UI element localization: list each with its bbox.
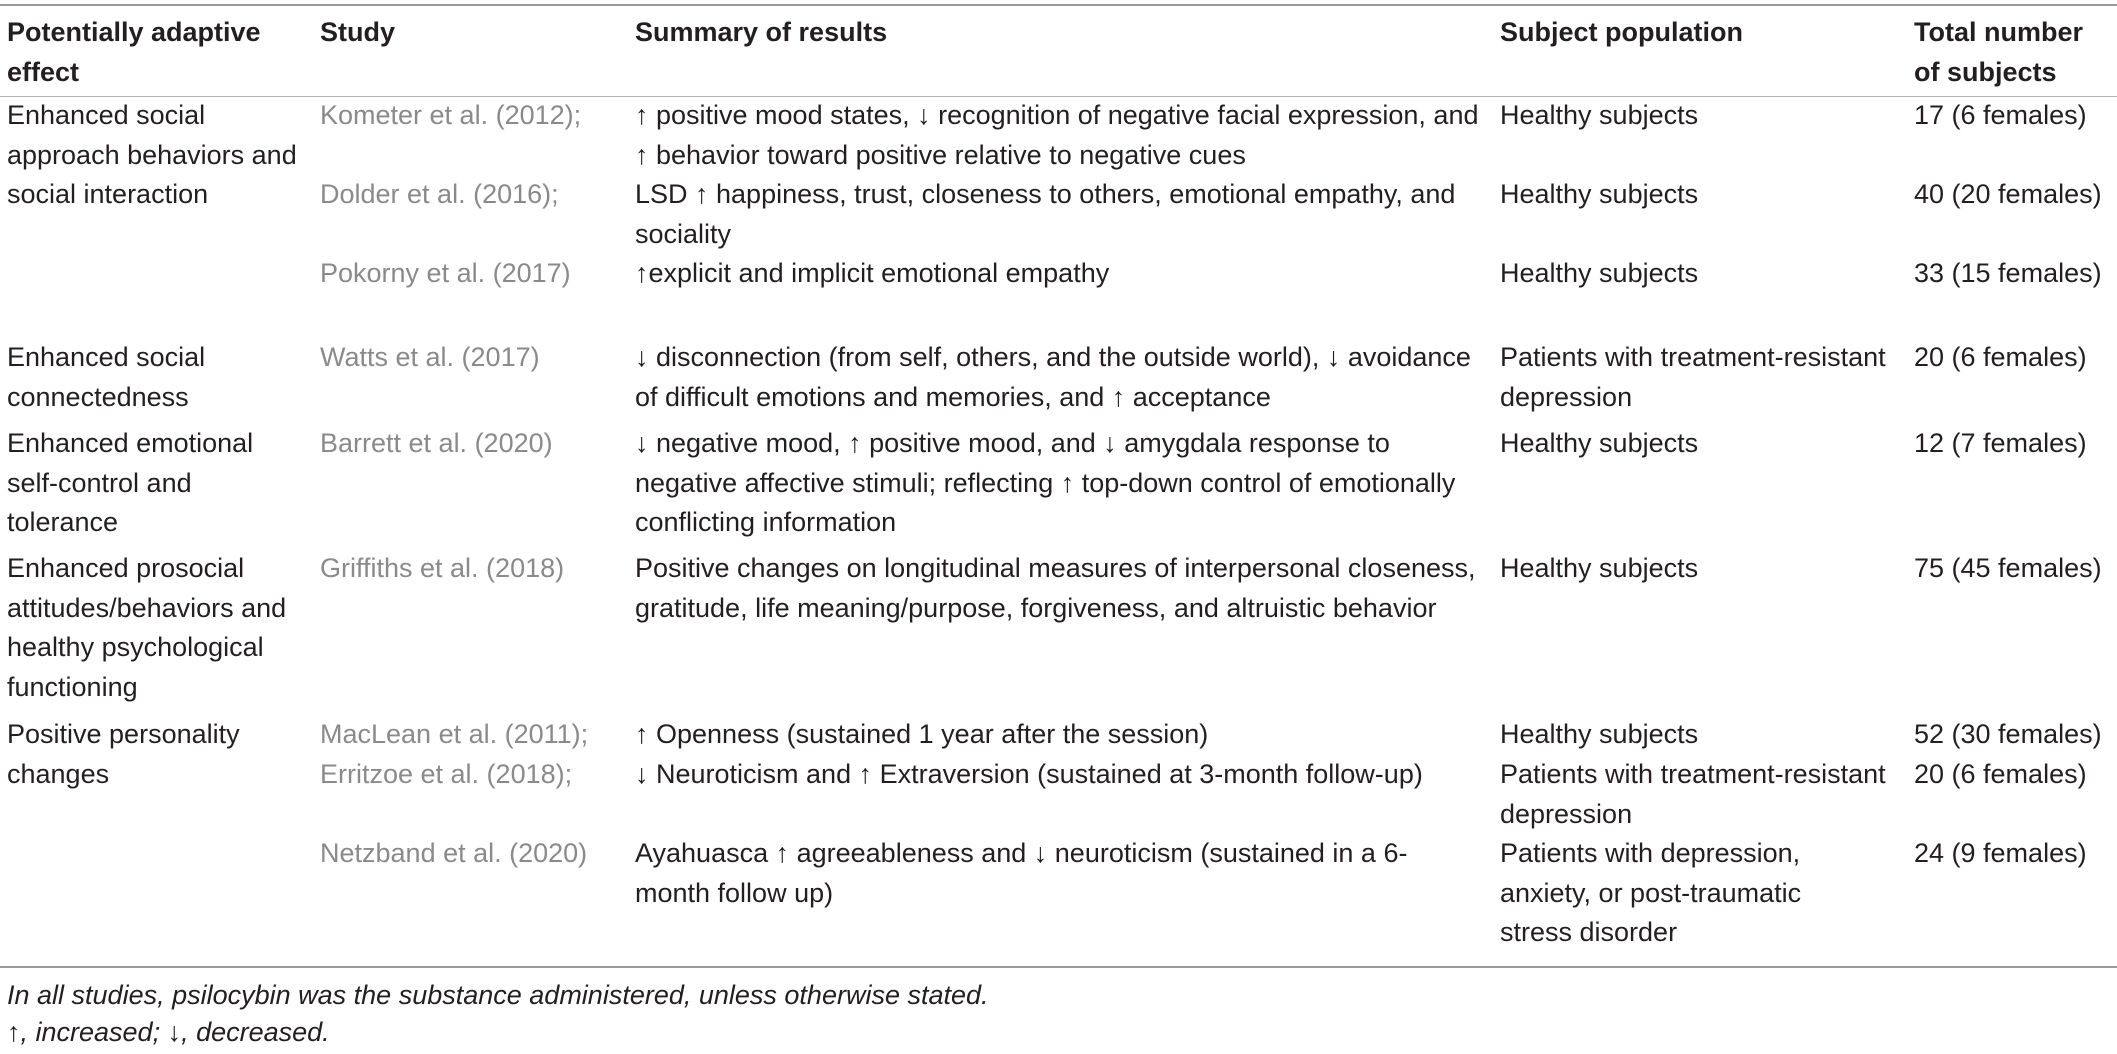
- study-cell[interactable]: Kometer et al. (2012);: [320, 100, 582, 130]
- population-cell: Healthy subjects: [1500, 428, 1699, 458]
- bottom-rule: [0, 966, 2117, 968]
- summary-cell: ↑explicit and implicit emotional empathy: [635, 258, 1110, 288]
- header-summary: Summary of results: [635, 17, 888, 47]
- summary-cell: ↑ Openness (sustained 1 year after the session): [635, 719, 1209, 749]
- study-cell[interactable]: Dolder et al. (2016);: [320, 179, 559, 209]
- total-cell: 24 (9 females): [1914, 838, 2087, 868]
- total-cell: 12 (7 females): [1914, 428, 2087, 458]
- effect-cell: Positive personality changes: [7, 719, 240, 789]
- footnote-symbols: ↑, increased; ↓, decreased.: [7, 1017, 330, 1047]
- summary-cell: ↓ negative mood, ↑ positive mood, and ↓ amygdala response to negative affective stimuli; reflecting ↑ top-down control of emotionally conflicting information: [635, 428, 1456, 537]
- summary-cell: ↑ positive mood states, ↓ recognition of negative facial expression, and ↑ behavior toward positive relative to negative cues: [635, 100, 1479, 170]
- effect-cell: Enhanced prosocial attitudes/behaviors and healthy psychological functioning: [7, 553, 287, 702]
- summary-cell: Positive changes on longitudinal measures of interpersonal closeness, gratitude, life meaning/purpose, forgiveness, and altruistic behavior: [635, 553, 1476, 623]
- header-study: Study: [320, 17, 396, 47]
- header-total: Total number of subjects: [1914, 17, 2084, 87]
- population-cell: Patients with treatment-resistant depression: [1500, 759, 1886, 829]
- total-cell: 33 (15 females): [1914, 258, 2102, 288]
- population-cell: Patients with treatment-resistant depression: [1500, 342, 1886, 412]
- header-population: Subject population: [1500, 17, 1743, 47]
- total-cell: 20 (6 females): [1914, 342, 2087, 372]
- total-cell: 52 (30 females): [1914, 719, 2102, 749]
- population-cell: Healthy subjects: [1500, 179, 1699, 209]
- top-rule: [0, 4, 2117, 6]
- population-cell: Healthy subjects: [1500, 100, 1699, 130]
- effect-cell: Enhanced emotional self-control and tolerance: [7, 428, 254, 537]
- study-cell[interactable]: Netzband et al. (2020): [320, 838, 588, 868]
- summary-cell: ↓ disconnection (from self, others, and the outside world), ↓ avoidance of difficult emotions and memories, and ↑ acceptance: [635, 342, 1471, 412]
- total-cell: 40 (20 females): [1914, 179, 2102, 209]
- effect-cell: Enhanced social approach behaviors and social interaction: [7, 100, 297, 209]
- population-cell: Patients with depression, anxiety, or post-traumatic stress disorder: [1500, 838, 1802, 947]
- total-cell: 20 (6 females): [1914, 759, 2087, 789]
- total-cell: 17 (6 females): [1914, 100, 2087, 130]
- summary-cell: Ayahuasca ↑ agreeableness and ↓ neuroticism (sustained in a 6-month follow up): [635, 838, 1408, 908]
- study-cell[interactable]: Pokorny et al. (2017): [320, 258, 571, 288]
- footnote-substance: In all studies, psilocybin was the substance administered, unless otherwise stated.: [7, 980, 989, 1010]
- header-effect: Potentially adaptive effect: [7, 17, 261, 87]
- total-cell: 75 (45 females): [1914, 553, 2102, 583]
- study-cell[interactable]: MacLean et al. (2011);: [320, 719, 589, 749]
- study-cell[interactable]: Watts et al. (2017): [320, 342, 540, 372]
- summary-cell: LSD ↑ happiness, trust, closeness to others, emotional empathy, and sociality: [635, 179, 1456, 249]
- population-cell: Healthy subjects: [1500, 719, 1699, 749]
- population-cell: Healthy subjects: [1500, 553, 1699, 583]
- summary-cell: ↓ Neuroticism and ↑ Extraversion (sustained at 3-month follow-up): [635, 759, 1423, 789]
- study-cell[interactable]: Barrett et al. (2020): [320, 428, 553, 458]
- study-cell[interactable]: Erritzoe et al. (2018);: [320, 759, 573, 789]
- population-cell: Healthy subjects: [1500, 258, 1699, 288]
- study-cell[interactable]: Griffiths et al. (2018): [320, 553, 565, 583]
- effect-cell: Enhanced social connectedness: [7, 342, 206, 412]
